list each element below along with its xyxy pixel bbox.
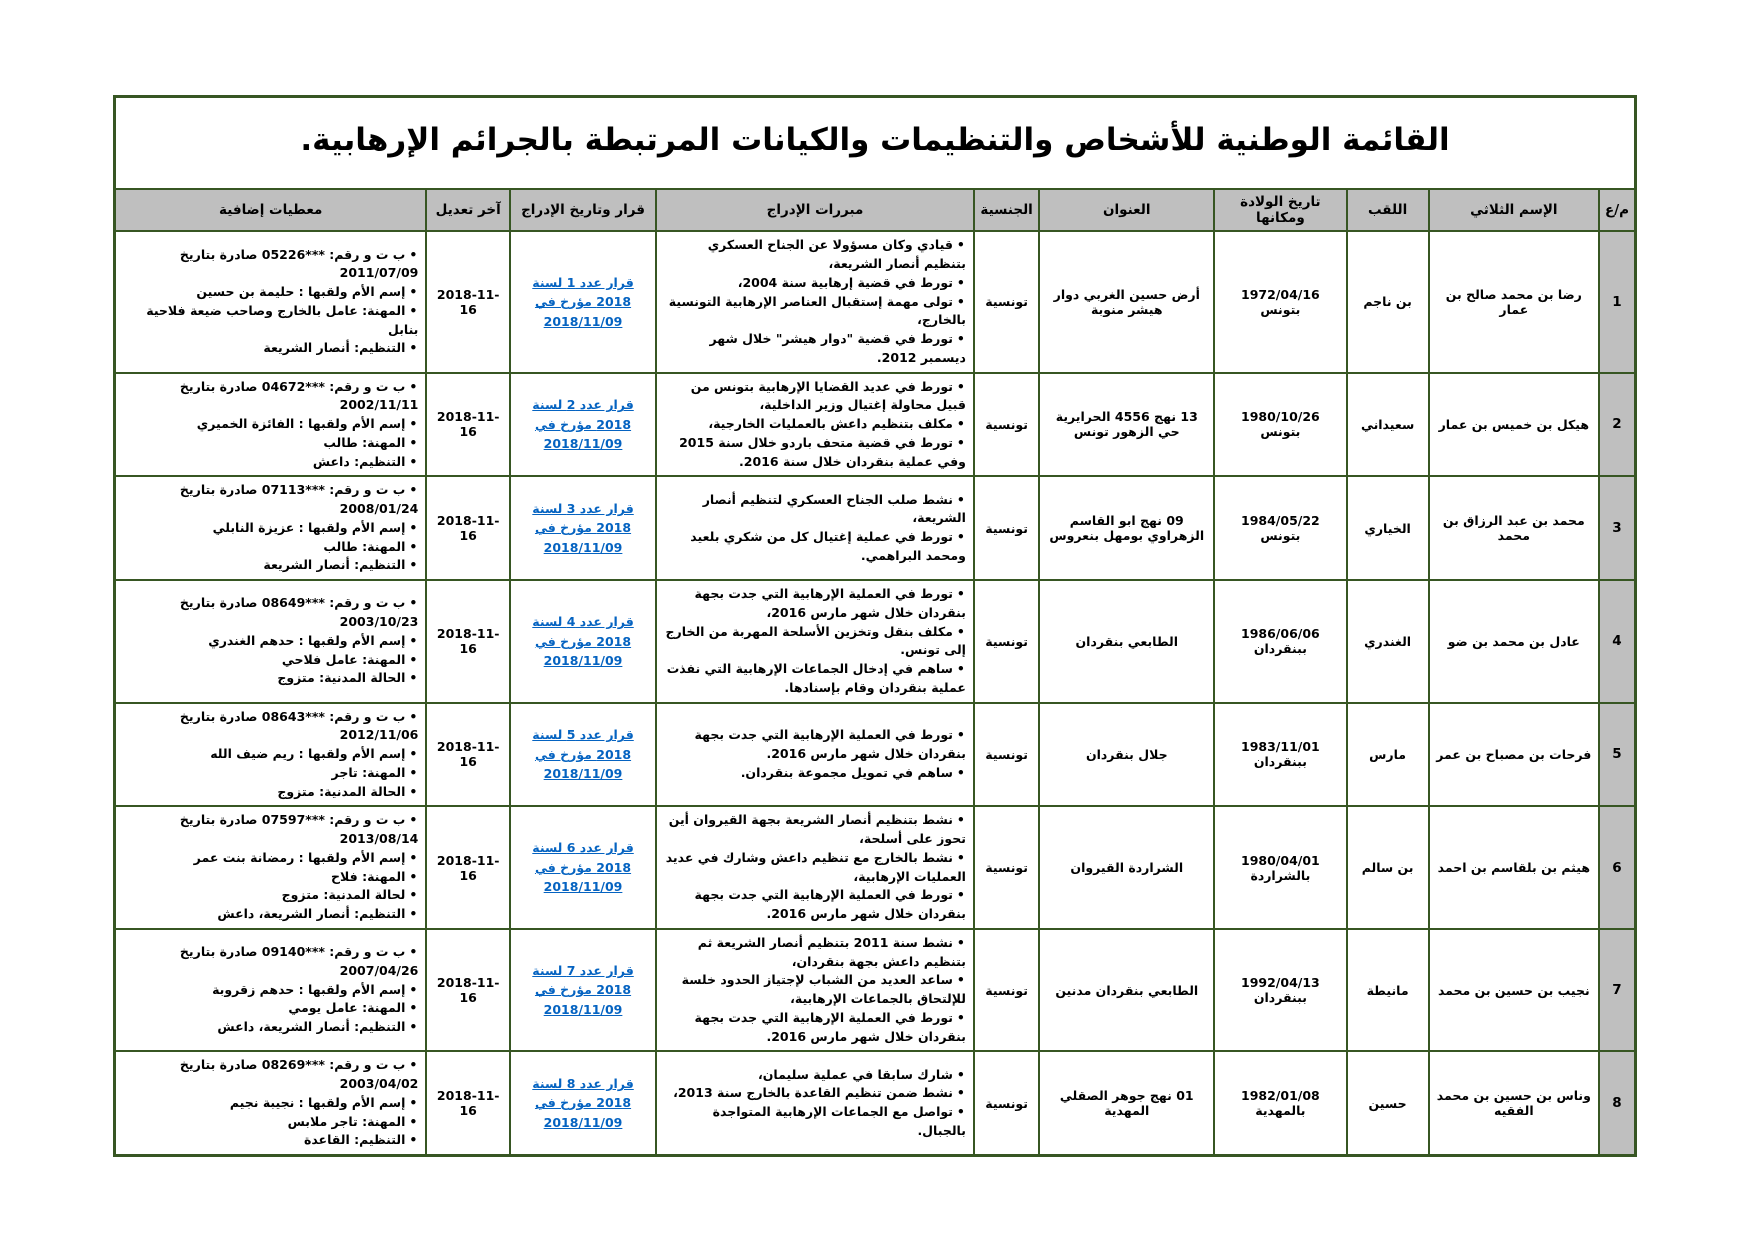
- surname: الخياري: [1347, 476, 1429, 580]
- table-row: [115, 231, 1636, 372]
- row-number: 7: [1599, 929, 1636, 1052]
- list-item: • تورط في قضية متحف باردو خلال سنة 2015 وفي عملية بنقردان خلال سنة 2016.: [662, 434, 966, 472]
- last-modified: 2018-11-16: [426, 231, 510, 372]
- extra-info-cell: [115, 476, 427, 580]
- last-modified: 2018-11-16: [426, 476, 510, 580]
- list-item: • ب ت و رقم: ***09140 صادرة بتاريخ 2007/04/26: [121, 943, 418, 981]
- row-number: 2: [1599, 373, 1636, 477]
- list-item: • شارك سابقا في عملية سليمان،: [662, 1066, 966, 1085]
- list-item: • المهنة: طالب: [121, 434, 418, 453]
- decision-link-line2[interactable]: 2018/11/09: [543, 766, 623, 782]
- list-item: • المهنة: عامل بالخارج وصاحب ضيعة فلاحية بنابل: [121, 302, 418, 340]
- list-item: • ب ت و رقم: ***08643 صادرة بتاريخ 2012/11/06: [121, 708, 418, 746]
- list-item: • نشط بالخارج مع تنظيم داعش وشارك في عديد العمليات الإرهابية،: [662, 849, 966, 887]
- decision-link[interactable]: [515, 838, 651, 896]
- list-item: • إسم الأم ولقبها : رمضانة بنت عمر: [121, 849, 418, 868]
- document: [113, 95, 1637, 1157]
- full-name: عادل بن محمد بن ضو: [1429, 580, 1599, 703]
- list-item: • ساهم في إدخال الجماعات الإرهابية التي نفذت عملية بنقردان وقام بإسنادها.: [662, 660, 966, 698]
- address: الطابعي بنقردان: [1039, 580, 1214, 703]
- nationality: تونسية: [974, 1051, 1039, 1155]
- full-name: محمد بن عبد الرزاق بن محمد: [1429, 476, 1599, 580]
- extra-list: [121, 811, 418, 924]
- decision-link-line2[interactable]: 2018/11/09: [543, 879, 623, 895]
- listing-reasons-cell: [656, 806, 974, 929]
- decision-link[interactable]: [515, 612, 651, 670]
- list-item: • التنظيم: القاعدة: [121, 1131, 418, 1150]
- last-modified: 2018-11-16: [426, 373, 510, 477]
- surname: بن سالم: [1347, 806, 1429, 929]
- list-item: • الحالة المدنية: متزوج: [121, 783, 418, 802]
- decision-link-line2[interactable]: 2018/11/09: [543, 313, 623, 329]
- decision-link[interactable]: [515, 395, 651, 453]
- row-number: 8: [1599, 1051, 1636, 1155]
- row-number: 5: [1599, 703, 1636, 807]
- decision-cell: [510, 929, 656, 1052]
- decision-link-line2[interactable]: 2018/11/09: [543, 1114, 623, 1130]
- decision-link-line1[interactable]: قرار عدد 4 لسنة 2018 مؤرخ في: [532, 614, 634, 649]
- list-item: • تورط في قضية إرهابية سنة 2004،: [662, 274, 966, 293]
- column-header-name: الإسم الثلاثي: [1429, 189, 1599, 231]
- address: الشراردة القيروان: [1039, 806, 1214, 929]
- list-item: • المهنة: تاجر: [121, 764, 418, 783]
- decision-cell: [510, 703, 656, 807]
- table-row: [115, 373, 1636, 477]
- listing-reasons-cell: [656, 231, 974, 372]
- extra-info-cell: [115, 373, 427, 477]
- list-item: • إسم الأم ولقبها : حدهم الغندري: [121, 632, 418, 651]
- decision-link-line2[interactable]: 2018/11/09: [543, 539, 623, 555]
- decision-link-line2[interactable]: 2018/11/09: [543, 436, 623, 452]
- surname: الغندري: [1347, 580, 1429, 703]
- list-item: • تولى مهمة إستقبال العناصر الإرهابية التونسية بالخارج،: [662, 293, 966, 331]
- extra-info-cell: [115, 231, 427, 372]
- row-number: 6: [1599, 806, 1636, 929]
- list-item: • نشط ضمن تنظيم القاعدة بالخارج سنة 2013،: [662, 1084, 966, 1103]
- decision-link[interactable]: [515, 725, 651, 783]
- extra-list: [121, 378, 418, 472]
- table-row: [115, 476, 1636, 580]
- address: الطابعي بنقردان مدنين: [1039, 929, 1214, 1052]
- last-modified: 2018-11-16: [426, 806, 510, 929]
- list-item: • إسم الأم ولقبها : حدهم زقروبة: [121, 981, 418, 1000]
- list-item: • إسم الأم ولقبها : الفائزة الخميري: [121, 415, 418, 434]
- decision-link-line1[interactable]: قرار عدد 1 لسنة 2018 مؤرخ في: [532, 274, 634, 310]
- list-item: • التنظيم: أنصار الشريعة: [121, 556, 418, 575]
- extra-info-cell: [115, 929, 427, 1052]
- decision-link[interactable]: [515, 273, 651, 331]
- reasons-list: [662, 491, 966, 566]
- list-item: • لحالة المدنية: متزوج: [121, 886, 418, 905]
- column-header-birth: تاريخ الولادة ومكانها: [1214, 189, 1346, 231]
- row-number: 3: [1599, 476, 1636, 580]
- decision-cell: [510, 806, 656, 929]
- list-item: • تورط في العملية الإرهابية التي جدت بجهة بنقردان خلال شهر مارس 2016.: [662, 1009, 966, 1047]
- birth-date-place: 1980/04/01 بالشراردة: [1214, 806, 1346, 929]
- extra-list: [121, 594, 418, 688]
- address: 01 نهج جوهر الصقلي المهدية: [1039, 1051, 1214, 1155]
- terror-list-table: [113, 95, 1637, 1157]
- list-item: • ساهم في تمويل مجموعة بنقردان.: [662, 764, 966, 783]
- list-item: • قيادي وكان مسؤولا عن الجناح العسكري بتنظيم أنصار الشريعة،: [662, 236, 966, 274]
- nationality: تونسية: [974, 806, 1039, 929]
- address: جلال بنقردان: [1039, 703, 1214, 807]
- listing-reasons-cell: [656, 580, 974, 703]
- list-item: • تورط في العملية الإرهابية التي جدت بجهة بنقردان خلال شهر مارس 2016،: [662, 585, 966, 623]
- list-item: • إسم الأم ولقبها : نجيبة نجيم: [121, 1094, 418, 1113]
- table-row: [115, 580, 1636, 703]
- decision-cell: [510, 373, 656, 477]
- list-item: • نشط بتنظيم أنصار الشريعة بجهة القيروان أين تحوز على أسلحة،: [662, 811, 966, 849]
- nationality: تونسية: [974, 476, 1039, 580]
- birth-date-place: 1982/01/08 بالمهدية: [1214, 1051, 1346, 1155]
- extra-list: [121, 246, 418, 359]
- listing-reasons-cell: [656, 703, 974, 807]
- birth-date-place: 1983/11/01 ببنقردان: [1214, 703, 1346, 807]
- last-modified: 2018-11-16: [426, 929, 510, 1052]
- decision-link-line2[interactable]: 2018/11/09: [543, 1001, 623, 1017]
- surname: سعيداني: [1347, 373, 1429, 477]
- list-item: • ساعد العديد من الشباب لإجتياز الحدود خلسة للإلتحاق بالجماعات الإرهابية،: [662, 971, 966, 1009]
- list-item: • ب ت و رقم: ***08649 صادرة بتاريخ 2003/10/23: [121, 594, 418, 632]
- decision-link[interactable]: [515, 1074, 651, 1132]
- birth-date-place: 1984/05/22 بتونس: [1214, 476, 1346, 580]
- list-item: • المهنة: فلاح: [121, 868, 418, 887]
- last-modified: 2018-11-16: [426, 1051, 510, 1155]
- row-number: 4: [1599, 580, 1636, 703]
- list-item: • تورط في عديد القضايا الإرهابية بتونس من قبيل محاولة إغتيال وزير الداخلية،: [662, 378, 966, 416]
- address: أرض حسين الغربي دوار هيشر منوبة: [1039, 231, 1214, 372]
- birth-date-place: 1972/04/16 بتونس: [1214, 231, 1346, 372]
- decision-link[interactable]: [515, 961, 651, 1019]
- decision-cell: [510, 231, 656, 372]
- table-row: [115, 1051, 1636, 1155]
- column-header-modified: آخر تعديل: [426, 189, 510, 231]
- surname: مارس: [1347, 703, 1429, 807]
- list-item: • تورط في قضية "دوار هيشر" خلال شهر ديسمبر 2012.: [662, 330, 966, 368]
- full-name: وناس بن حسين بن محمد الفقيه: [1429, 1051, 1599, 1155]
- table-row: [115, 929, 1636, 1052]
- address: 13 نهج 4556 الحرايرية حي الزهور تونس: [1039, 373, 1214, 477]
- list-item: • إسم الأم ولقبها : حليمة بن حسين: [121, 283, 418, 302]
- decision-cell: [510, 1051, 656, 1155]
- reasons-list: [662, 934, 966, 1047]
- list-item: • الحالة المدنية: متزوج: [121, 669, 418, 688]
- decision-link[interactable]: [515, 499, 651, 557]
- reasons-list: [662, 726, 966, 782]
- list-item: • نشط صلب الجناح العسكري لتنظيم أنصار الشريعة،: [662, 491, 966, 529]
- list-item: • ب ت و رقم: ***07597 صادرة بتاريخ 2013/08/14: [121, 811, 418, 849]
- reasons-list: [662, 585, 966, 698]
- list-item: • نشط سنة 2011 بتنظيم أنصار الشريعة ثم بتنظيم داعش بجهة بنقردان،: [662, 934, 966, 972]
- list-item: • تورط في العملية الإرهابية التي جدت بجهة بنقردان خلال شهر مارس 2016.: [662, 886, 966, 924]
- nationality: تونسية: [974, 580, 1039, 703]
- nationality: تونسية: [974, 373, 1039, 477]
- list-item: • التنظيم: أنصار الشريعة، داعش: [121, 905, 418, 924]
- extra-list: [121, 1056, 418, 1150]
- surname: مانيطة: [1347, 929, 1429, 1052]
- list-item: • ب ت و رقم: ***04672 صادرة بتاريخ 2002/11/11: [121, 378, 418, 416]
- address: 09 نهج ابو القاسم الزهراوي بومهل بنعروس: [1039, 476, 1214, 580]
- full-name: رضا بن محمد صالح بن عمار: [1429, 231, 1599, 372]
- decision-link-line1[interactable]: قرار عدد 7 لسنة 2018 مؤرخ في: [532, 962, 634, 998]
- reasons-list: [662, 236, 966, 367]
- row-number: 1: [1599, 231, 1636, 372]
- full-name: فرحات بن مصباح بن عمر: [1429, 703, 1599, 807]
- list-item: • تواصل مع الجماعات الإرهابية المتواجدة بالجبال.: [662, 1103, 966, 1141]
- decision-cell: [510, 476, 656, 580]
- reasons-list: [662, 811, 966, 924]
- list-item: • التنظيم: أنصار الشريعة: [121, 339, 418, 358]
- list-item: • تورط في عملية إغتيال كل من شكري بلعيد ومحمد البراهمي.: [662, 528, 966, 566]
- extra-info-cell: [115, 1051, 427, 1155]
- list-item: • المهنة: عامل يومي: [121, 999, 418, 1018]
- decision-link-line1[interactable]: قرار عدد 2 لسنة 2018 مؤرخ في: [532, 397, 634, 432]
- decision-cell: [510, 580, 656, 703]
- extra-info-cell: [115, 580, 427, 703]
- table-body: [115, 231, 1636, 1155]
- listing-reasons-cell: [656, 929, 974, 1052]
- reasons-list: [662, 1066, 966, 1141]
- last-modified: 2018-11-16: [426, 703, 510, 807]
- birth-date-place: 1980/10/26 بتونس: [1214, 373, 1346, 477]
- last-modified: 2018-11-16: [426, 580, 510, 703]
- surname: بن ناجم: [1347, 231, 1429, 372]
- decision-link-line1[interactable]: قرار عدد 6 لسنة 2018 مؤرخ في: [532, 840, 634, 875]
- extra-list: [121, 481, 418, 575]
- list-item: • المهنة: تاجر ملابس: [121, 1113, 418, 1132]
- column-header-address: العنوان: [1039, 189, 1214, 231]
- listing-reasons-cell: [656, 476, 974, 580]
- column-header-num: م/ع: [1599, 189, 1636, 231]
- title-row: [115, 97, 1636, 190]
- extra-list: [121, 943, 418, 1037]
- nationality: تونسية: [974, 929, 1039, 1052]
- extra-info-cell: [115, 806, 427, 929]
- decision-link-line1[interactable]: قرار عدد 5 لسنة 2018 مؤرخ في: [532, 727, 634, 762]
- list-item: • تورط في العملية الإرهابية التي جدت بجهة بنقردان خلال شهر مارس 2016.: [662, 726, 966, 764]
- header-row: [115, 189, 1636, 231]
- surname: حسين: [1347, 1051, 1429, 1155]
- list-item: • ب ت و رقم: ***07113 صادرة بتاريخ 2008/01/24: [121, 481, 418, 519]
- decision-link-line1[interactable]: قرار عدد 3 لسنة 2018 مؤرخ في: [532, 501, 634, 536]
- list-item: • مكلف بتنظيم داعش بالعمليات الخارجية،: [662, 415, 966, 434]
- full-name: نجيب بن حسين بن محمد: [1429, 929, 1599, 1052]
- listing-reasons-cell: [656, 373, 974, 477]
- list-item: • التنظيم: داعش: [121, 453, 418, 472]
- list-item: • ب ت و رقم: ***08269 صادرة بتاريخ 2003/04/02: [121, 1056, 418, 1094]
- nationality: تونسية: [974, 231, 1039, 372]
- decision-link-line1[interactable]: قرار عدد 8 لسنة 2018 مؤرخ في: [532, 1076, 634, 1111]
- column-header-nationality: الجنسية: [974, 189, 1039, 231]
- column-header-surname: اللقب: [1347, 189, 1429, 231]
- list-item: • المهنة: عامل فلاحي: [121, 651, 418, 670]
- column-header-reasons: مبررات الإدراج: [656, 189, 974, 231]
- list-item: • إسم الأم ولقبها : عزيزة النابلي: [121, 519, 418, 538]
- table-row: [115, 806, 1636, 929]
- extra-info-cell: [115, 703, 427, 807]
- table-row: [115, 703, 1636, 807]
- listing-reasons-cell: [656, 1051, 974, 1155]
- list-item: • مكلف بنقل وتخزين الأسلحة المهربة من الخارج إلى تونس.: [662, 623, 966, 661]
- birth-date-place: 1986/06/06 ببنقردان: [1214, 580, 1346, 703]
- full-name: هيثم بن بلقاسم بن احمد: [1429, 806, 1599, 929]
- full-name: هيكل بن خميس بن عمار: [1429, 373, 1599, 477]
- extra-list: [121, 708, 418, 802]
- birth-date-place: 1992/04/13 ببنقردان: [1214, 929, 1346, 1052]
- column-header-extra: معطيات إضافية: [115, 189, 427, 231]
- page-title: القائمة الوطنية للأشخاص والتنظيمات والكيانات المرتبطة بالجرائم الإرهابية.: [115, 97, 1636, 190]
- nationality: تونسية: [974, 703, 1039, 807]
- list-item: • إسم الأم ولقبها : ريم ضيف الله: [121, 745, 418, 764]
- decision-link-line2[interactable]: 2018/11/09: [543, 652, 623, 668]
- list-item: • المهنة: طالب: [121, 538, 418, 557]
- column-header-decision: قرار وتاريخ الإدراج: [510, 189, 656, 231]
- list-item: • التنظيم: أنصار الشريعة، داعش: [121, 1018, 418, 1037]
- reasons-list: [662, 378, 966, 472]
- list-item: • ب ت و رقم: ***05226 صادرة بتاريخ 2011/07/09: [121, 246, 418, 284]
